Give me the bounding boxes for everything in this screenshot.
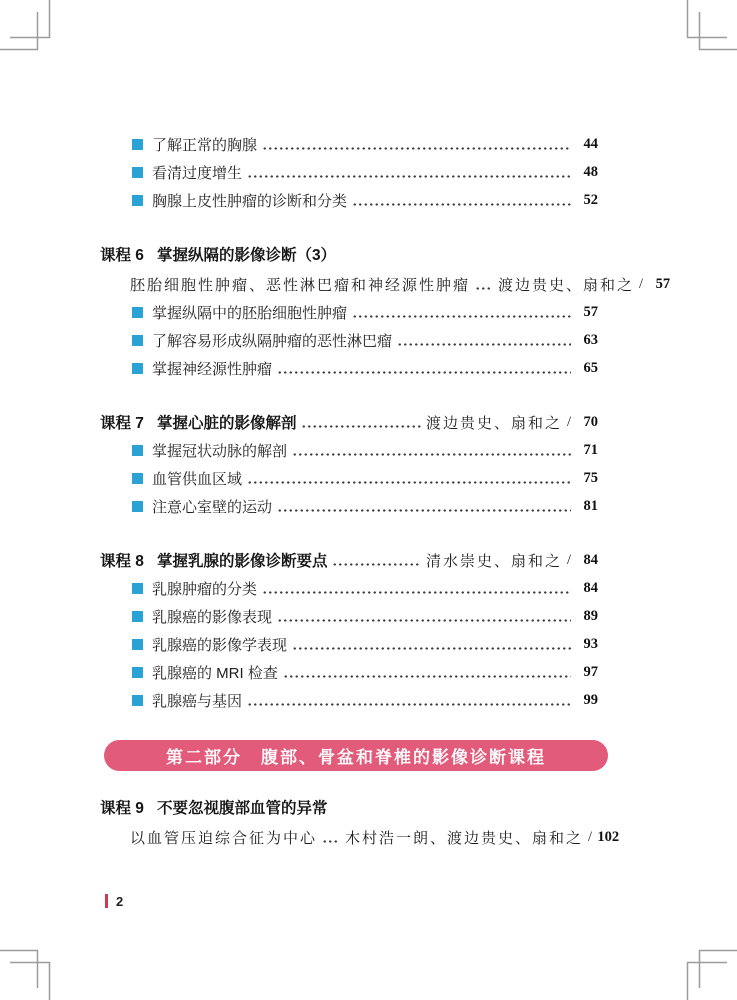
lesson-page: 84 (583, 551, 598, 568)
toc-item-page: 99 (583, 691, 598, 708)
toc-item (132, 492, 608, 520)
lesson-title: 掌握乳腺的影像诊断要点 (156, 553, 328, 570)
lesson-label: 课程 9 (100, 800, 144, 817)
dotted-leader (292, 647, 571, 650)
toc-item (132, 574, 608, 602)
toc-item-page: 89 (583, 607, 598, 624)
lesson-title: 掌握纵隔的影像诊断（3） (156, 247, 337, 264)
bullet-square-icon (132, 473, 143, 484)
dotted-leader (262, 591, 571, 594)
toc-item-page: 81 (583, 497, 598, 514)
dotted-leader (475, 287, 493, 290)
lesson-page: 70 (583, 413, 598, 430)
dotted-leader (283, 675, 571, 678)
slash-separator: / (588, 828, 593, 845)
bullet-square-icon (132, 639, 143, 650)
toc-item-title: 乳腺癌的 MRI 检查 (152, 664, 278, 682)
bullet-square-icon (132, 445, 143, 456)
toc-item-title: 胸腺上皮性肿瘤的诊断和分类 (152, 192, 348, 210)
toc-item-page: 48 (583, 163, 598, 180)
toc-item (132, 186, 608, 214)
lesson9-heading (100, 793, 608, 821)
footer-accent-bar (105, 894, 108, 908)
toc-item (132, 630, 608, 658)
toc-item-page: 57 (583, 303, 598, 320)
lesson-label: 课程 7 (100, 415, 144, 432)
dotted-leader (301, 425, 421, 428)
toc-content (100, 130, 671, 851)
toc-item-title: 了解容易形成纵隔肿瘤的恶性淋巴瘤 (152, 332, 393, 350)
part2-banner (104, 740, 608, 771)
lesson-page: 57 (655, 275, 671, 292)
dotted-leader (247, 175, 571, 178)
part2-banner-title: 第二部分 腹部、骨盆和脊椎的影像诊断课程 (166, 748, 546, 767)
bullet-square-icon (132, 501, 143, 512)
toc-item-title: 乳腺癌与基因 (152, 692, 243, 710)
dotted-leader (247, 703, 571, 706)
toc-item (132, 326, 608, 354)
bullet-square-icon (132, 695, 143, 706)
toc-item (132, 686, 608, 714)
bullet-square-icon (132, 667, 143, 678)
toc-item (132, 658, 608, 686)
toc-item-title: 血管供血区域 (152, 470, 243, 488)
bullet-square-icon (132, 611, 143, 622)
toc-item-page: 71 (583, 441, 598, 458)
lesson-label: 课程 6 (100, 247, 144, 264)
toc-item-page: 75 (583, 469, 598, 486)
toc-item-title: 乳腺癌的影像学表现 (152, 636, 288, 654)
slash-separator: / (639, 275, 644, 292)
dotted-leader (352, 315, 571, 318)
lesson-label: 课程 8 (100, 553, 144, 570)
page-number: 2 (116, 893, 124, 909)
toc-item-title: 注意心室壁的运动 (152, 498, 273, 516)
dotted-leader (247, 481, 571, 484)
bullet-square-icon (132, 363, 143, 374)
lesson6-subtitle-row (100, 270, 671, 298)
toc-item-title: 乳腺肿瘤的分类 (152, 580, 258, 598)
lesson-authors: 渡边贵史、扇和之 (498, 277, 635, 294)
lesson6-heading (100, 240, 608, 268)
toc-item-title: 掌握神经源性肿瘤 (152, 360, 273, 378)
page-footer (105, 893, 123, 909)
toc-item (132, 130, 608, 158)
bullet-square-icon (132, 139, 143, 150)
slash-separator: / (566, 413, 571, 430)
toc-item (132, 436, 608, 464)
toc-item-title: 掌握纵隔中的胚胎细胞性肿瘤 (152, 304, 348, 322)
lesson-title: 不要忽视腹部血管的异常 (156, 800, 328, 817)
dotted-leader (352, 203, 571, 206)
toc-item-page: 93 (583, 635, 598, 652)
bullet-square-icon (132, 583, 143, 594)
lesson-authors: 渡边贵史、扇和之 (425, 415, 562, 432)
lesson9-subtitle-row (100, 823, 620, 851)
lesson-authors: 木村浩一朗、渡边贵史、扇和之 (345, 830, 584, 847)
lesson-page: 102 (597, 828, 620, 845)
dotted-leader (322, 840, 340, 843)
toc-item (132, 354, 608, 382)
toc-item (132, 464, 608, 492)
dotted-leader (262, 147, 571, 150)
lesson-subtitle: 胚胎细胞性肿瘤、恶性淋巴瘤和神经源性肿瘤 (130, 277, 471, 294)
toc-item-page: 97 (583, 663, 598, 680)
dotted-leader (397, 343, 571, 346)
toc-item-page: 65 (583, 359, 598, 376)
toc-item-page: 84 (583, 579, 598, 596)
bullet-square-icon (132, 335, 143, 346)
lesson7-heading (100, 408, 608, 436)
dotted-leader (277, 619, 571, 622)
bullet-square-icon (132, 167, 143, 178)
toc-item-page: 63 (583, 331, 598, 348)
lesson-authors: 清水崇史、扇和之 (425, 553, 562, 570)
toc-item-page: 52 (583, 191, 598, 208)
slash-separator: / (566, 551, 571, 568)
toc-item-title: 看清过度增生 (152, 164, 243, 182)
dotted-leader (277, 371, 571, 374)
toc-item (132, 158, 608, 186)
bullet-square-icon (132, 195, 143, 206)
toc-item (132, 298, 608, 326)
lesson-title: 掌握心脏的影像解剖 (156, 415, 297, 432)
dotted-leader (332, 563, 421, 566)
toc-item-title: 掌握冠状动脉的解剖 (152, 442, 288, 460)
dotted-leader (292, 453, 571, 456)
lesson-subtitle: 以血管压迫综合征为中心 (130, 830, 318, 847)
lesson8-heading (100, 546, 608, 574)
toc-item-title: 了解正常的胸腺 (152, 136, 258, 154)
dotted-leader (277, 509, 571, 512)
toc-item (132, 602, 608, 630)
toc-item-page: 44 (583, 135, 598, 152)
toc-item-title: 乳腺癌的影像表现 (152, 608, 273, 626)
bullet-square-icon (132, 307, 143, 318)
